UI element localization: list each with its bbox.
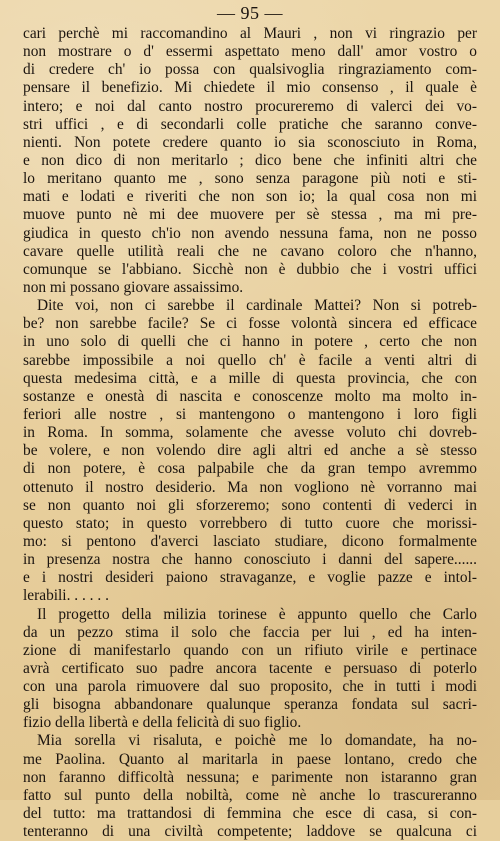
text-line: non mostrare o d' essermi aspettato meno dall' amor vostro o bbox=[23, 43, 477, 61]
text-line: in uno solo di quelli che ci hanno in potere , certo che non bbox=[23, 333, 477, 351]
text-line: in presenza nostra che hanno conosciuto i danni del sapere...... bbox=[23, 551, 477, 569]
text-line: gli bisogna abbandonare qualunque speranza fondata sul sacri- bbox=[23, 696, 477, 714]
text-line: tenteranno di una civiltà competente; laddove se qualcuna ci bbox=[23, 823, 477, 841]
page-number: — 95 — bbox=[217, 3, 283, 23]
text-line: e non dico di non meritarlo ; dico bene che infiniti altri che bbox=[23, 151, 477, 169]
text-line: sarebbe impossibile a noi quello ch' è facile a venti altri di bbox=[23, 351, 477, 369]
text-line: Mia sorella vi risaluta, e poichè me lo domandate, ha no- bbox=[37, 732, 477, 750]
text-line: e i nostri desideri paiono stravaganze, e voglie pazze e intol- bbox=[23, 569, 477, 587]
text-line: cavare quelle utilità reali che ne cavano coloro che n'hanno, bbox=[23, 242, 477, 260]
text-line: giudica in questo ch'io non avendo nessuna fama, non ne posso bbox=[23, 224, 477, 242]
text-line: nienti. Non potete credere quanto io sia sconosciuto in Roma, bbox=[23, 133, 477, 151]
text-line: lo meritano quanto me , sono senza paragone più noti e sti- bbox=[23, 170, 477, 188]
text-line: lerabili. . . . . . bbox=[23, 587, 109, 605]
text-line: be volere, e non volendo dire agli altri ed anche a sè stesso bbox=[23, 442, 477, 460]
text-line: avrà certificato suo padre ancora tacente e persuaso di poterlo bbox=[23, 659, 477, 677]
text-line: mo: si pentono d'averci lasciato studiare, dicono formalmente bbox=[23, 532, 477, 550]
text-line: questa medesima città, e a mille di questa provincia, che con bbox=[23, 369, 477, 387]
text-line: Dite voi, non ci sarebbe il cardinale Mattei? Non si potreb- bbox=[37, 297, 477, 315]
text-line: di non potere, è cosa palpabile che da gran tempo avremmo bbox=[23, 460, 477, 478]
text-line: me Paolina. Quanto al maritarla in paese lontano, credo che bbox=[23, 750, 477, 768]
text-line: cari perchè mi raccomandino al Mauri , non vi ringrazio per bbox=[23, 25, 477, 42]
text-line: da un pezzo stima il solo che faccia per lui , ed ha inten- bbox=[23, 623, 477, 641]
text-line: in Roma. In somma, solamente che avesse voluto chi dovreb- bbox=[23, 424, 477, 442]
text-line: con una parola rimuovere dal suo proposito, che in tutti i modi bbox=[23, 678, 477, 696]
text-line: stri uffici , e di secondarli colle pratiche che saranno conve- bbox=[23, 115, 477, 133]
page-text bbox=[23, 25, 477, 841]
text-line: del tutto: ma trattandosi di femmina che esce di casa, si con- bbox=[23, 805, 477, 823]
text-line: intero; e noi dal canto nostro procureremo di valerci dei vo- bbox=[23, 97, 477, 115]
text-line: comunque se l'abbiano. Sicchè non è dubbio che i vostri uffici bbox=[23, 260, 477, 278]
text-line: non faranno difficoltà nessuna; e parimente non istaranno gran bbox=[23, 768, 477, 786]
text-line: sostanze e onestà di nascita e conoscenze molto ma molto in- bbox=[23, 387, 477, 405]
text-line: muove punto nè mi dee muovere per sè stessa , ma mi pre- bbox=[23, 206, 477, 224]
text-line: se non quanto noi gli sforzeremo; sono contenti di vederci in bbox=[23, 496, 477, 514]
text-line: zione di manifestarlo quando con un rifiuto virile e pertinace bbox=[23, 641, 477, 659]
text-line: feriori alle nostre , si mantengono o mantengono i loro figli bbox=[23, 405, 477, 423]
text-line: non mi possano giovare assaissimo. bbox=[23, 278, 244, 296]
text-line: fatto sul punto della nobiltà, come nè anche lo trascureranno bbox=[23, 786, 477, 804]
text-line: pensare il benefizio. Mi chiedete il mio consenso , il quale è bbox=[23, 79, 477, 97]
text-line: fizio della libertà e della felicità di suo figlio. bbox=[23, 714, 302, 732]
text-line: Il progetto della milizia torinese è appunto quello che Carlo bbox=[37, 605, 477, 623]
text-line: di credere ch' io possa con qualsivoglia ringraziamento com- bbox=[23, 61, 477, 79]
text-line: be? non sarebbe facile? Se ci fosse volontà sincera ed efficace bbox=[23, 315, 477, 333]
text-line: ottenuto il nostro desiderio. Ma non vogliono nè vorranno mai bbox=[23, 478, 477, 496]
text-line: mati e lodati e riveriti che non son io; la qual cosa non mi bbox=[23, 188, 477, 206]
text-line: questo stato; in questo vorrebbero di tutto cuore che morissi- bbox=[23, 514, 477, 532]
